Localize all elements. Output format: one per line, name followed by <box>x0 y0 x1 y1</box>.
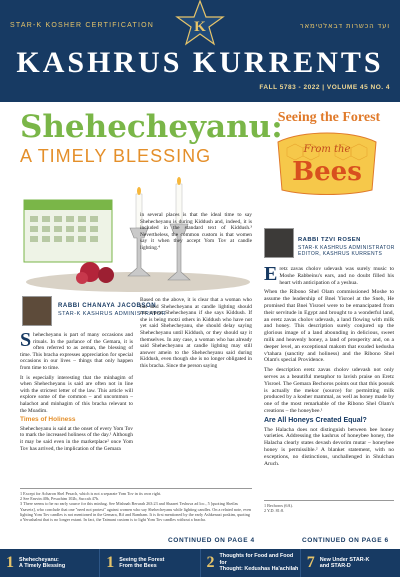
toc-page-number: 1 <box>6 554 14 571</box>
author-name: RABBI CHANAYA JACOBSON <box>58 303 157 309</box>
drop-cap: E <box>264 263 278 285</box>
lead-article-subtitle: A TIMELY BLESSING <box>20 146 212 166</box>
paragraph: in several places is that the ideal time to say Shehecheyanu is during Kiddush and, indeed, it is included in the standard text of Kiddush.³ Nevertheless, the common custom is that women say it when they accept Yom Tov at candle lighting.⁴ <box>140 212 252 251</box>
toc-item-new-under-star-k[interactable] <box>301 549 400 577</box>
author-photo <box>264 228 294 258</box>
lead-article-column-1 <box>20 329 133 455</box>
footnote: 2 Y.D. 81:8. <box>264 508 285 514</box>
feature-article-footnotes <box>264 500 394 513</box>
footnote: 1 Except for Acharon Shel Pesach, which is not a separate Yom Tov in its own right. <box>20 491 162 496</box>
author-name: RABBI TZVI ROSEN <box>298 237 361 243</box>
bees-title-art <box>272 128 382 196</box>
continued-link[interactable]: CONTINUED ON PAGE 4 <box>168 537 255 544</box>
paragraph: Based on the above, it is clear that a woman who has said Shehecheyanu at candle lighting should not repeat Shehecheyanu if she says Kiddush. If she is being motzi others in Kiddush who have not yet said Shehecheyanu, she should delay saying Shehecheyanu until Kiddush, or they should say it themselves. In any case, a woman who has already said Shehecheyanu at candle lighting may still answer amein to the Shehecheyanu said during Kiddush, even though she is no longer obligated in this bracha. Since the person saying <box>140 297 252 369</box>
certification-label-hebrew: ועד הכשרות דבאלטימאר <box>299 22 390 30</box>
lead-article-title: Shehecheyanu: <box>20 109 283 145</box>
paragraph: Shehecheyanu is part of many occasions and rituals. In the parlance of the Gemara, it is often referred to as zeman, the blessing of time. This bracha expresses appreciation for special occasions in our lives – things that only happen from time to time. <box>20 329 133 371</box>
publication-title: KASHRUS KURRENTS <box>16 46 384 79</box>
footnote: 1 Bechoros (6A). <box>264 503 293 508</box>
paragraph: Eretz zavas cholov udevash was surely music to Moshe Rabbeinu's ears, and no doubt filled his heart with anticipation of a yeshua. <box>264 263 394 286</box>
author-role: STAR-K KASHRUS ADMINISTRATOR <box>58 311 167 317</box>
author-photo <box>22 296 52 326</box>
footnote: 3 There seems to be no early source for this minhag. See Mishnah Berurah 263:23 and Shaarei Teshuva ad loc., 5 [quoting Sheilas Yaavetz], who conclude that one "need not protest" against women who say Shehecheyanu while lighting candles. On a related note, even lighting Yom Tov candles is not mentioned in the Gemara, Rif and Rambam. It is first mentioned by the early Ashkenazi poskim, quoting a Yerushalmi that is no longer extant. In fact, the Taimani custom is to light Yom Tov candles without a bracha. <box>20 501 252 523</box>
art-text-bees: Bees <box>292 157 362 187</box>
section-subhead: Are All Honeys Created Equal? <box>264 416 367 424</box>
feature-article-title: Seeing the Forest <box>277 110 381 125</box>
masthead <box>0 0 400 102</box>
certification-label: STAR-K KOSHER CERTIFICATION <box>10 22 155 29</box>
section-subhead: Times of Holiness <box>20 416 76 424</box>
author-role: STAR-K KASHRUS ADMINISTRATOR EDITOR, KASHRUS KURRENTS <box>298 245 395 257</box>
paragraph: Shehecheyanu is said at the onset of every Yom Tov to mark the increased holiness of the day.¹ Although it may be said even in the marketplace² once Yom Tov has arrived, the implication of the Gemara <box>20 425 133 452</box>
paragraph: The Halacha does not distinguish between bee honey varieties. Addressing the kashrus of honeybee honey, the Halacha clearly states devash devorim mutar – honeybee honey is permissible.² A blanket statement, with no exceptions, no distinctions, unchallenged in Shulchan Aruch. <box>264 426 394 467</box>
toc-item-seeing-the-forest[interactable] <box>100 549 200 577</box>
toc-page-number: 1 <box>106 554 115 571</box>
toc-label: Thoughts for Food and Food for Thought: Kedushas Ha'achilah <box>219 553 299 573</box>
toc-item-thoughts-for-food[interactable] <box>201 549 301 577</box>
lead-article-column-2 <box>140 212 252 255</box>
lead-article-footnotes <box>20 488 252 522</box>
toc-label: Shehecheyanu: A Timely Blessing <box>19 556 66 569</box>
table-of-contents <box>0 549 400 577</box>
logo-letter: K <box>194 19 206 35</box>
feature-article-body <box>264 263 394 470</box>
toc-page-number: 2 <box>206 554 215 571</box>
paragraph: The description eretz zavas cholov udevash not only serves as a beautiful metaphor to lavish praise on Eretz Yisroel. The Gemara Bechoros points out that this possuk is actually the mekor (source) for permitting milk produced by a kosher mammal, as well as honey made by one of the most remarkable of the Ribono Shel Olam's creations – the honeybee.¹ <box>264 367 394 414</box>
toc-item-shehecheyanu[interactable] <box>0 549 100 577</box>
paragraph: It is especially interesting that the minhagim of when Shehecheyanu is said are often not in line with the strictest letter of the law. This article will explore some of the common – and uncommon – halachot and minhagim of this bracha relevant to the Moadim. <box>20 374 133 414</box>
lead-article-column-2-continued <box>140 297 252 373</box>
drop-cap: S <box>20 329 32 351</box>
footnote: 2 See Eruvin 40b, Pesachim 102b, Succah 47b. <box>20 496 100 502</box>
issue-info: FALL 5783 - 2022 | VOLUME 45 NO. 4 <box>259 84 390 91</box>
star-k-logo-icon <box>175 0 225 48</box>
paragraph: When the Ribono Shel Olam commissioned Moshe to assume the leadership of Bnei Yisroel at the Sneh, He promised that Bnei Yisroel were to be emancipated from their servitude in Egypt and brought to a wonderful land, an eretz zavas cholov udevash, a land flowing with milk and honey. This description surely conjured up the glorious image of a land abounding in delicious, sweet milk and heavenly honey, a land of prosperity and, on a deeper level, an exceptional makom that exuded kedusha v'tahara (sanctity and holiness) and the Ribono Shel Olam's special Providence. <box>264 289 394 364</box>
toc-page-number: 7 <box>306 554 315 571</box>
toc-label: Seeing the Forest From the Bees <box>119 556 165 569</box>
art-text-from-the: From the <box>303 144 351 155</box>
continued-link[interactable]: CONTINUED ON PAGE 6 <box>302 537 389 544</box>
toc-label: New Under STAR-K and STAR-D <box>319 556 370 569</box>
